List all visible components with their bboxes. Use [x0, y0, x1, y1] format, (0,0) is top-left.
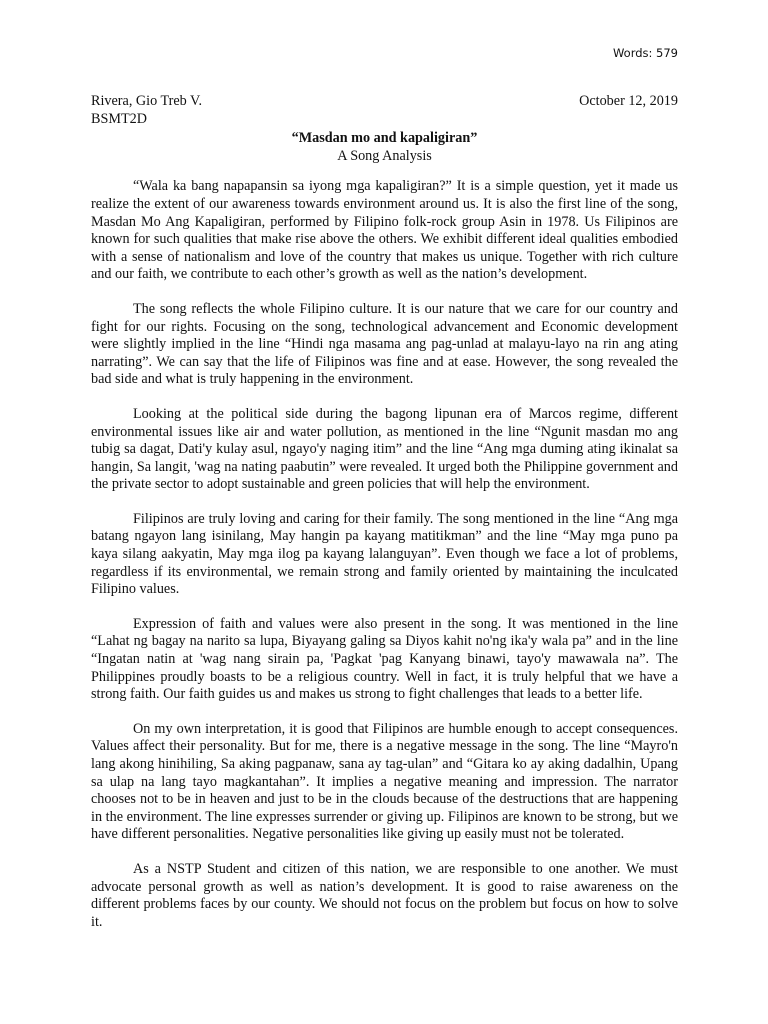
- paragraph-conclusion: As a NSTP Student and citizen of this nation, we are responsible to one another. We must advocate personal growth as well as nation’s development. It is good to raise awareness on the different problems faces by our county. We should not focus on the problem but focus on how to solve it.: [91, 860, 678, 930]
- paragraph-political: Looking at the political side during the bagong lipunan era of Marcos regime, different environmental issues like air and water pollution, as mentioned in the line “Ngunit masdan mo ang tubig sa dagat, Dati'y kulay asul, ngayo'y naging itim” and the line “Ang mga duming ating ikinalat sa hangin, Sa langit, 'wag na nating paabutin” were revealed. It urged both the Philippine government and the private sector to adopt sustainable and green policies that will help the environment.: [91, 405, 678, 493]
- paragraph-interpretation: On my own interpretation, it is good that Filipinos are humble enough to accept consequences. Values affect their personality. But for me, there is a negative message in the song. The line “Mayro'n lang akong hinihiling, Sa aking pagpanaw, sana ay tag-ulan” and “Gitara ko ay aking dadalhin, Upang sa ulap na lang tayo magkantahan”. It implies a negative meaning and impression. The narrator chooses not to be in heaven and just to be in the clouds because of the destructions that are happening in the environment. The line expresses surrender or giving up. Filipinos are known to be strong, but we have different personalities. Negative personalities like giving up easily must not be tolerated.: [91, 720, 678, 843]
- paragraph-family: Filipinos are truly loving and caring for their family. The song mentioned in the line “Ang mga batang ngayon lang isinilang, May hangin pa kayang matitikman” and the line “May mga puno pa kaya silang aakyatin, May mga ilog pa kayang lalanguyan”. Even though we face a lot of problems, regardless if its environmental, we remain strong and family oriented by maintaining the inculcated Filipino values.: [91, 510, 678, 598]
- essay-body: [91, 93, 678, 948]
- class-section: BSMT2D: [91, 110, 147, 127]
- header-row: [91, 93, 678, 111]
- word-count: Words: 579: [612, 46, 678, 60]
- essay-title: “Masdan mo and kapaligiran”: [291, 130, 478, 147]
- paragraph-list: [91, 178, 678, 931]
- author-name: Rivera, Gio Treb V.: [91, 93, 203, 109]
- paragraph-faith: Expression of faith and values were also present in the song. It was mentioned in the line “Lahat ng bagay na narito sa lupa, Biyayang galing sa Diyos kahit no'ng ika'y wala pa” and in the line “Ingatan natin at 'wag nang sirain pa, 'Pagkat 'pag Kanyang binawi, tayo'y mawawala na”. The Philippines proudly boasts to be a religious country. Well in fact, it is truly helpful that we have a strong faith. Our faith guides us and makes us strong to fight challenges that leads to a better life.: [91, 615, 678, 703]
- paragraph-intro: “Wala ka bang napapansin sa iyong mga kapaligiran?” It is a simple question, yet it made us realize the extent of our awareness towards environment around us. It is also the first line of the song, Masdan Mo Ang Kapaligiran, performed by Filipino folk-rock group Asin in 1978. Us Filipinos are known for such qualities that make rise above the others. We exhibit different ideal qualities embodied with a sense of nationalism and love of the country that makes us unique. Together with rich culture and our faith, we contribute to each other’s growth as well as the nation’s development.: [91, 178, 678, 283]
- essay-subtitle: A Song Analysis: [337, 147, 432, 164]
- essay-date: October 12, 2019: [579, 93, 678, 109]
- paragraph-culture: The song reflects the whole Filipino culture. It is our nature that we care for our country and fight for our rights. Focusing on the song, technological advancement and Economic development were slightly implied in the line “Hindi nga masama ang pag-unlad at malayu-layo na rin ang ating narrating”. We can say that the life of Filipinos was fine and at ease. However, the song revealed the bad side and what is truly happening in the environment.: [91, 300, 678, 388]
